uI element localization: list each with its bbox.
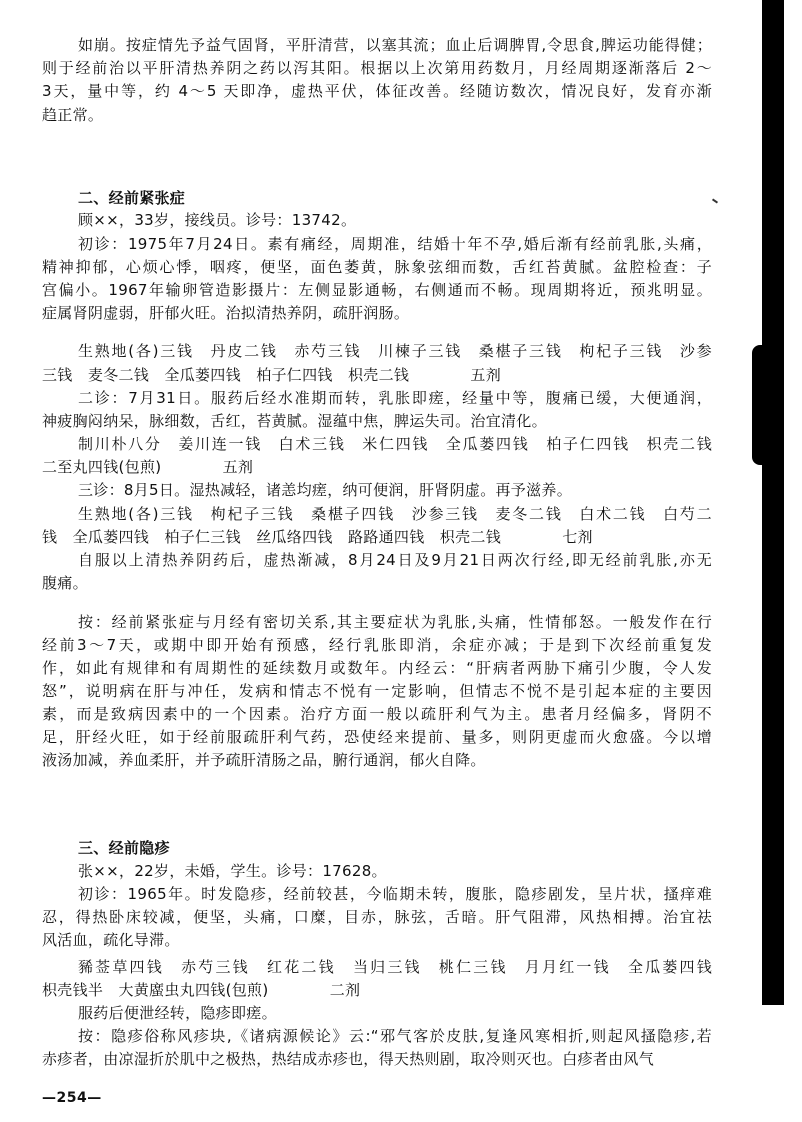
text-line: 精神抑郁，心烦心悸，咽疼，便坚，面色萎黄，脉象弦细而数，舌红苔黄腻。盆腔检查：子 xyxy=(42,258,712,276)
text-line: 风活血，疏化导滞。 xyxy=(42,931,180,949)
text-line: 三诊：8月5日。湿热减轻，诸恙均瘥，纳可便润，肝肾阴虚。再予滋养。 xyxy=(78,481,572,499)
text-line: 张××，22岁，未婚，学生。诊号：17628。 xyxy=(78,862,387,880)
text-line: 自服以上清热养阴药后，虚热渐减，8月24日及9月21日两次行经,即无经前乳胀,亦无 xyxy=(78,551,712,569)
text-line: 三钱 麦冬二钱 全瓜蒌四钱 柏子仁四钱 枳壳二钱 五剂 xyxy=(42,366,502,384)
text-line: 症属肾阴虚弱，肝郁火旺。治拟清热养阴，疏肝润肠。 xyxy=(42,304,410,322)
text-line: 趋正常。 xyxy=(42,106,104,124)
text-line: 枳壳钱半 大黄䗪虫丸四钱(包煎) 二剂 xyxy=(42,981,361,999)
text-line: 初诊：1975年7月24日。素有痛经，周期准，结婚十年不孕,婚后渐有经前乳胀,头痛， xyxy=(78,235,712,253)
text-line: 足，肝经火旺，如于经前服疏肝利气药，恐使经来提前、量多，则阴更虚而火愈盛。今以增 xyxy=(42,728,712,746)
text-line: 豨莶草四钱 赤芍三钱 红花二钱 当归三钱 桃仁三钱 月月红一钱 全瓜蒌四钱 xyxy=(78,958,712,976)
text-line: 神疲胸闷纳呆，脉细数，舌红，苔黄腻。湿蕴中焦，脾运失司。治宜清化。 xyxy=(42,412,547,430)
text-line: 生熟地(各)三钱 枸杞子三钱 桑椹子四钱 沙参三钱 麦冬二钱 白术二钱 白芍二 xyxy=(78,505,712,523)
text-line: 二至丸四钱(包煎) 五剂 xyxy=(42,458,254,476)
text-line: 赤疹者，由凉湿折於肌中之极热，热结成赤疹也，得天热则剧，取冷则灭也。白疹者由风气 xyxy=(42,1050,655,1068)
text-line: 生熟地(各)三钱 丹皮二钱 赤芍三钱 川楝子三钱 桑椹子三钱 枸杞子三钱 沙参 xyxy=(78,342,712,360)
text-line: 忍，得热卧床较减，便坚，头痛，口糜，目赤，脉弦，舌暗。肝气阻滞，风热相搏。治宜祛 xyxy=(42,908,712,926)
scan-binding-shadow xyxy=(752,345,768,465)
text-line: 二诊：7月31日。服药后经水准期而转，乳胀即瘥，经量中等，腹痛已缓，大便通润， xyxy=(78,389,712,407)
text-line: 制川朴八分 姜川连一钱 白术三钱 米仁四钱 全瓜蒌四钱 柏子仁四钱 枳壳二钱 xyxy=(78,435,712,453)
text-line: 如崩。按症情先予益气固肾，平肝清营，以塞其流；血止后调脾胃,令思食,脾运功能得健； xyxy=(78,36,712,54)
text-line: 宫偏小。1967年输卵管造影摄片：左侧显影通畅，右侧通而不畅。现周期将近，预兆明显。 xyxy=(42,281,712,299)
text-line: 初诊：1965年。时发隐疹，经前较甚，今临期未转，腹胀，隐疹剧发，呈片状，搔痒难 xyxy=(78,885,712,903)
text-line: 作，如此有规律和有周期性的延续数月或数年。内经云：“肝病者两胁下痛引少腹，令人发 xyxy=(42,659,712,677)
text-line: 液汤加减，养血柔肝，并予疏肝清肠之品，腑行通润，郁火自降。 xyxy=(42,751,486,769)
text-line: 怒”，说明病在肝与冲任，发病和情志不悦有一定影响，但情志不悦不是引起本症的主要因 xyxy=(42,682,712,700)
scan-speck xyxy=(712,198,718,203)
text-line: 钱 全瓜蒌四钱 柏子仁三钱 丝瓜络四钱 路路通四钱 枳壳二钱 七剂 xyxy=(42,528,593,546)
text-line: 服药后便泄经转，隐疹即瘥。 xyxy=(78,1004,277,1022)
text-line: 素，而是致病因素中的一个因素。治疗方面一般以疏肝利气为主。患者月经偏多，肾阴不 xyxy=(42,705,712,723)
text-line: 按：隐疹俗称风疹块,《诸病源候论》云:“邪气客於皮肤,复逢风寒相折,则起风搔隐疹,若 xyxy=(78,1027,712,1045)
text-line: 按：经前紧张症与月经有密切关系,其主要症状为乳胀,头痛，性情郁怒。一般发作在行 xyxy=(78,613,712,631)
text-line: 腹痛。 xyxy=(42,574,88,592)
page-number: —254— xyxy=(42,1090,102,1106)
text-line: 经前3～7天，或期中即开始有预感，经行乳胀即消，余症亦减；于是到下次经前重复发 xyxy=(42,636,712,654)
text-line: 3天，量中等，约 4～5 天即净，虚热平伏，体征改善。经随访数次，情况良好，发育亦渐 xyxy=(42,82,712,100)
text-line: 则于经前治以平肝清热养阴之药以泻其阳。根据以上次第用药数月，月经周期逐渐落后 2～ xyxy=(42,59,712,77)
text-line: 顾××，33岁，接线员。诊号：13742。 xyxy=(78,211,357,229)
scan-binding-edge xyxy=(762,0,784,1005)
section-heading: 三、经前隐疹 xyxy=(78,839,170,857)
section-heading: 二、经前紧张症 xyxy=(78,189,186,207)
